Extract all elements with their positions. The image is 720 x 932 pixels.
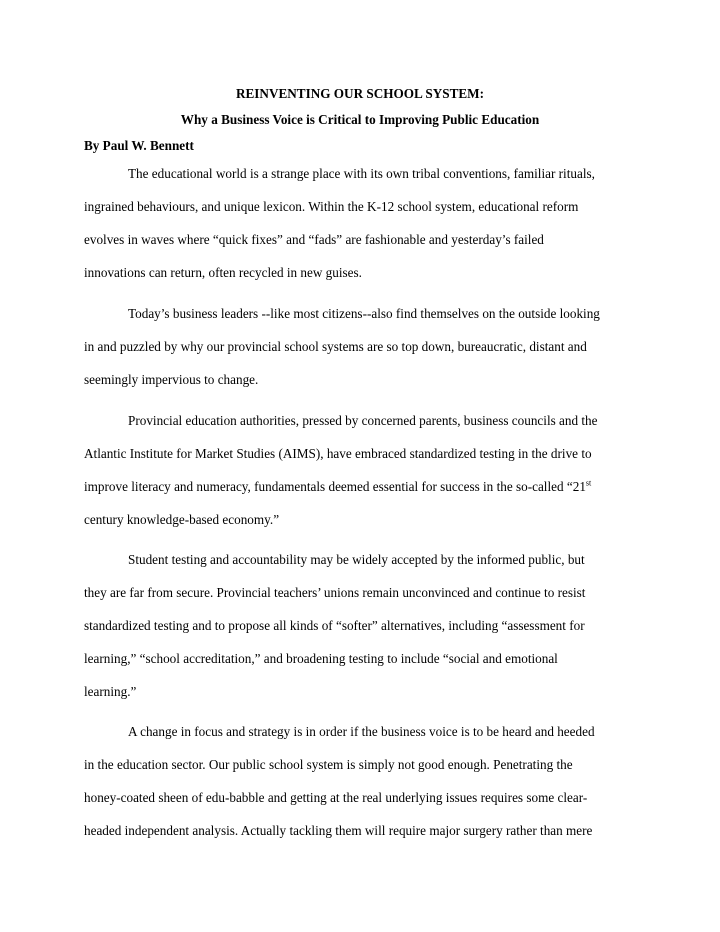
paragraph-line: in and puzzled by why our provincial school systems are so top down, bureaucratic, distant and xyxy=(84,339,587,354)
paragraph-line: honey-coated sheen of edu-babble and getting at the real underlying issues requires some clear- xyxy=(84,790,588,805)
paragraph-line: Atlantic Institute for Market Studies (AIMS), have embraced standardized testing in the drive to xyxy=(84,446,592,461)
paragraph-line: Provincial education authorities, pressed by concerned parents, business councils and the xyxy=(128,413,598,428)
paragraph-line: A change in focus and strategy is in order if the business voice is to be heard and heeded xyxy=(128,724,595,739)
document-subtitle: Why a Business Voice is Critical to Improving Public Education xyxy=(180,112,540,127)
paragraph-line: Today’s business leaders --like most citizens--also find themselves on the outside looking xyxy=(128,306,600,321)
paragraph-line: they are far from secure. Provincial teachers’ unions remain unconvinced and continue to resist xyxy=(84,585,586,600)
paragraph-line: learning.” xyxy=(84,684,137,699)
paragraph-line: Student testing and accountability may be widely accepted by the informed public, but xyxy=(128,552,585,567)
paragraph-line: in the education sector. Our public school system is simply not good enough. Penetrating the xyxy=(84,757,573,772)
paragraph-line: century knowledge-based economy.” xyxy=(84,512,280,527)
paragraph-line: The educational world is a strange place with its own tribal conventions, familiar rituals, xyxy=(128,166,595,181)
paragraph-line: headed independent analysis. Actually tackling them will require major surgery rather than mere xyxy=(84,823,593,838)
paragraph-line: learning,” “school accreditation,” and broadening testing to include “social and emotional xyxy=(84,651,558,666)
paragraph-line: evolves in waves where “quick fixes” and “fads” are fashionable and yesterday’s failed xyxy=(84,232,544,247)
paragraph-line: ingrained behaviours, and unique lexicon. Within the K-12 school system, educational reform xyxy=(84,199,579,214)
paragraph-line: standardized testing and to propose all kinds of “softer” alternatives, including “assessment for xyxy=(84,618,585,633)
paragraph-line-with-superscript xyxy=(84,479,591,495)
document-title: REINVENTING OUR SCHOOL SYSTEM: xyxy=(235,86,485,101)
paragraph-line: innovations can return, often recycled in new guises. xyxy=(84,265,362,280)
ordinal-superscript: st xyxy=(585,478,592,488)
document-author: By Paul W. Bennett xyxy=(84,138,194,153)
paragraph-line-text: improve literacy and numeracy, fundamentals deemed essential for success in the so-called “21 xyxy=(84,479,586,494)
paragraph-line: seemingly impervious to change. xyxy=(84,372,259,387)
